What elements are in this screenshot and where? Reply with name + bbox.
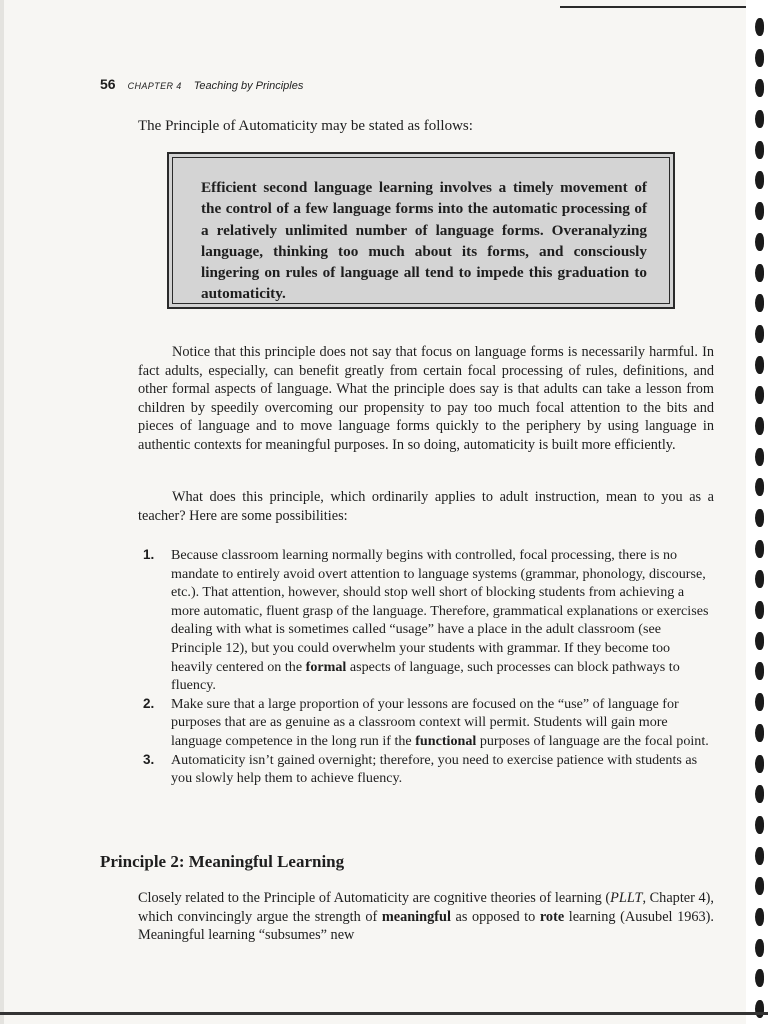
binding-hole-icon bbox=[755, 79, 764, 97]
binding-hole-icon bbox=[755, 264, 764, 282]
top-edge-line bbox=[560, 6, 768, 8]
binding-hole-icon bbox=[755, 724, 764, 742]
list-item bbox=[143, 751, 713, 788]
paragraph-question bbox=[138, 488, 714, 525]
page-number: 56 bbox=[100, 76, 116, 92]
principle-box bbox=[167, 152, 675, 309]
list-text: purposes of language are the focal point. bbox=[476, 732, 709, 749]
binding-hole-icon bbox=[755, 540, 764, 558]
possibilities-list bbox=[143, 546, 713, 788]
binding-hole-icon bbox=[755, 202, 764, 220]
term-rote: rote bbox=[539, 908, 565, 925]
binding-hole-icon bbox=[755, 969, 764, 987]
list-item bbox=[143, 546, 713, 695]
text-run: Closely related to the Principle of Automaticity are cognitive theories of learning ( bbox=[138, 890, 611, 906]
binding-hole-icon bbox=[755, 662, 764, 680]
paragraph-meaningful bbox=[138, 889, 714, 945]
binding-hole-icon bbox=[755, 417, 764, 435]
binding-hole-icon bbox=[755, 816, 764, 834]
text-run: as opposed to bbox=[450, 908, 540, 925]
binding-hole-icon bbox=[755, 356, 764, 374]
binding-hole-icon bbox=[755, 693, 764, 711]
list-emphasis: functional bbox=[415, 732, 477, 749]
paragraph-notice bbox=[138, 343, 714, 454]
binding-hole-icon bbox=[755, 847, 764, 865]
paragraph-text: What does this principle, which ordinarily applies to adult instruction, mean to you as a teacher? Here are some possibilities: bbox=[138, 489, 714, 524]
list-text: aspects of language, such processes can block pathways to fluency. bbox=[171, 658, 680, 694]
principle-statement: Efficient second language learning involves a timely movement of the control of a few language forms into the automatic processing of a relatively unlimited number of language forms. Overanalyzing language, thinking too much about its forms, and consciously lingering on rules of language all tend to impede this graduation to automaticity. bbox=[201, 179, 647, 303]
binding-hole-icon bbox=[755, 448, 764, 466]
paragraph-text: Notice that this principle does not say that focus on language forms is necessarily harmful. In fact adults, especially, can benefit greatly from certain focal processing of rules, definitions, and other formal aspects of language. What the principle does say is that adults can take a lesson from children by speedily overcoming our propensity to pay too much focal attention to the bits and pieces of language and to move language forms quickly to the periphery by using language in authentic contexts for meaningful purposes. In so doing, automaticity is built more efficiently. bbox=[138, 344, 714, 453]
binding-hole-icon bbox=[755, 49, 764, 67]
citation-italic: PLLT bbox=[610, 890, 643, 906]
binding-hole-icon bbox=[755, 386, 764, 404]
list-number: 2. bbox=[143, 695, 155, 711]
page-left-shadow bbox=[0, 0, 4, 1024]
list-number: 3. bbox=[143, 751, 155, 767]
list-text: Because classroom learning normally begins with controlled, focal processing, there is no mandate to entirely avoid overt attention to language systems (grammar, phonology, discourse, etc.). That attention, however, should stop well short of blocking students from achieving a more automatic, fluent grasp of the language. Therefore, grammatical explanations or exercises dealing with what is sometimes called “usage” have a place in the adult classroom (see Principle 12), but you could overwhelm your students with grammar. If they become too heavily centered on the bbox=[171, 547, 709, 675]
chapter-label: CHAPTER 4 bbox=[127, 81, 182, 91]
text-run: learning (Ausubel 1963). Meaningful learning “subsumes” new bbox=[138, 908, 715, 943]
binding-edge bbox=[746, 0, 768, 1024]
binding-hole-icon bbox=[755, 233, 764, 251]
list-text: Automaticity isn’t gained overnight; therefore, you need to exercise patience with students as you slowly help them to achieve fluency. bbox=[171, 751, 698, 787]
binding-hole-icon bbox=[755, 325, 764, 343]
list-text: Make sure that a large proportion of your lessons are focused on the “use” of language for purposes that are as genuine as a classroom context will permit. Students will gain more language competence in the long run if the bbox=[171, 695, 679, 749]
list-item bbox=[143, 695, 713, 751]
binding-hole-icon bbox=[755, 478, 764, 496]
binding-hole-icon bbox=[755, 755, 764, 773]
binding-hole-icon bbox=[755, 601, 764, 619]
intro-sentence: The Principle of Automaticity may be stated as follows: bbox=[138, 118, 473, 134]
binding-hole-icon bbox=[755, 110, 764, 128]
running-head bbox=[100, 76, 303, 92]
section-heading: Principle 2: Meaningful Learning bbox=[100, 852, 345, 871]
term-meaningful: meaningful bbox=[381, 908, 451, 925]
paragraph-text bbox=[138, 889, 714, 945]
binding-hole-icon bbox=[755, 785, 764, 803]
binding-hole-icon bbox=[755, 908, 764, 926]
list-emphasis: formal bbox=[305, 658, 347, 675]
binding-hole-icon bbox=[755, 171, 764, 189]
binding-hole-icon bbox=[755, 939, 764, 957]
binding-hole-icon bbox=[755, 18, 764, 36]
book-title: Teaching by Principles bbox=[193, 80, 304, 92]
binding-hole-icon bbox=[755, 141, 764, 159]
binding-hole-icon bbox=[755, 509, 764, 527]
binding-hole-icon bbox=[755, 632, 764, 650]
principle-box-inner bbox=[172, 157, 670, 304]
binding-hole-icon bbox=[755, 877, 764, 895]
binding-holes bbox=[752, 18, 766, 1018]
bottom-edge-line bbox=[0, 1012, 768, 1015]
list-number: 1. bbox=[143, 547, 155, 562]
binding-hole-icon bbox=[755, 570, 764, 588]
text-run: , Chapter 4), which convincingly argue the strength of bbox=[138, 890, 714, 925]
binding-hole-icon bbox=[755, 294, 764, 312]
binding-hole-icon bbox=[755, 1000, 764, 1018]
